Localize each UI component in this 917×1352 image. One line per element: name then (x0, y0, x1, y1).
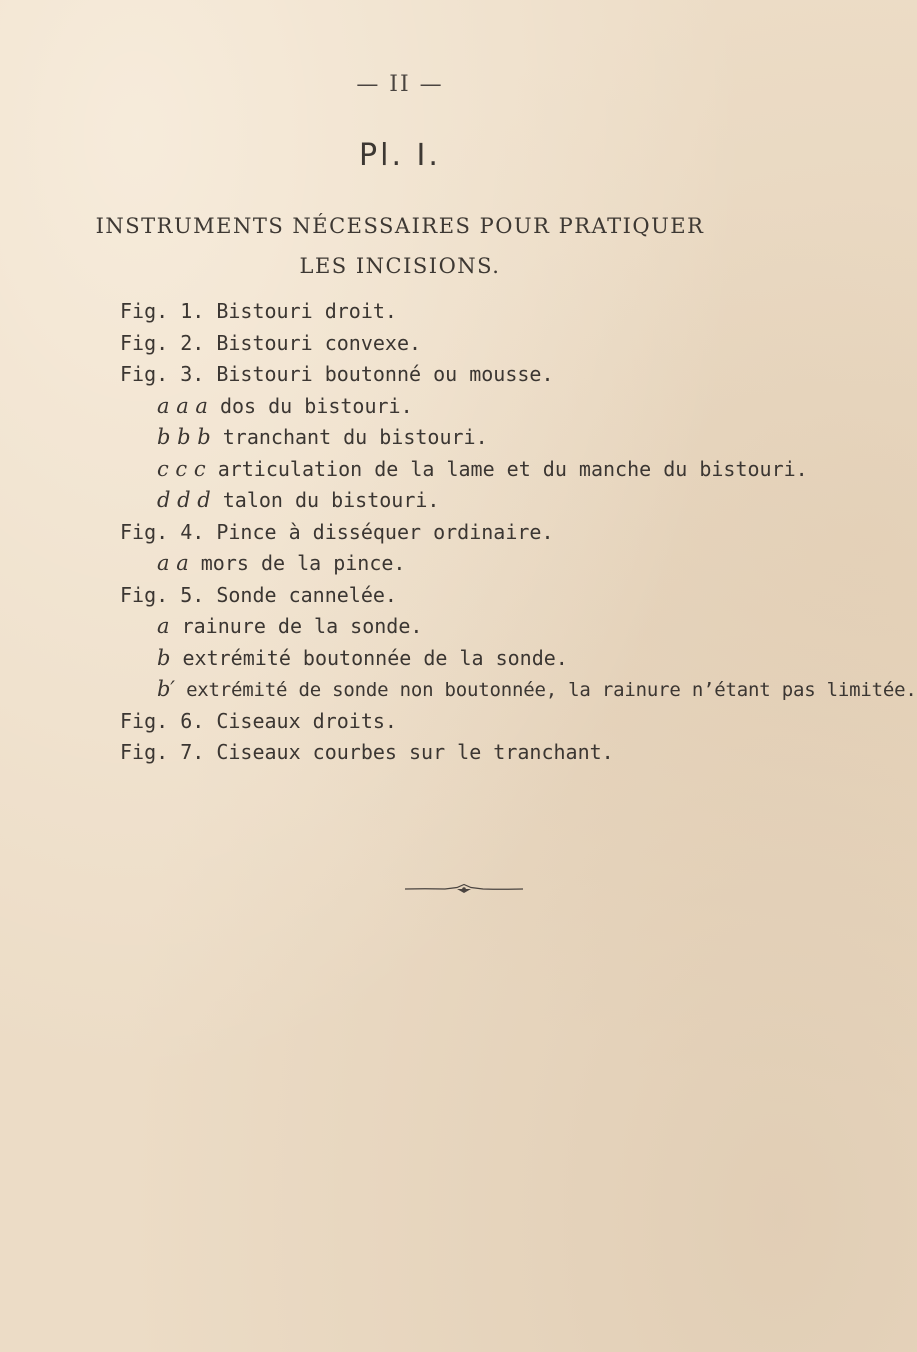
legend-prefix: Fig. 5. (120, 582, 205, 607)
legend-letters: c c c (157, 456, 206, 481)
legend-text: Ciseaux droits. (216, 708, 397, 733)
legend-item-fig-4 (120, 517, 792, 549)
legend-letters: a a (157, 551, 189, 575)
legend-prefix: Fig. 6. (120, 708, 205, 733)
legend-text: Bistouri convexe. (216, 330, 422, 355)
legend-subitem-b (120, 643, 792, 675)
legend-text: articulation de la lame et du manche du bistouri. (217, 456, 808, 481)
legend-subitem-ddd (120, 485, 792, 517)
heading-line-1: INSTRUMENTS NÉCESSAIRES POUR PRATIQUER (95, 214, 705, 238)
legend-text: Ciseaux courbes sur le tranchant. (216, 740, 614, 764)
legend-letters: b (157, 645, 171, 670)
legend-item-fig-3 (120, 359, 792, 391)
legend-letters: a (157, 614, 170, 638)
legend-text: extrémité boutonnée de la sonde. (182, 645, 568, 670)
figure-legend (120, 296, 917, 769)
legend-prefix: Fig. 1. (120, 299, 205, 323)
legend-subitem-bbb (120, 422, 792, 454)
divider-ornament-icon (405, 883, 523, 895)
legend-text: mors de la pince. (200, 551, 406, 575)
legend-item-fig-1 (120, 296, 792, 328)
legend-subitem-a (120, 611, 792, 643)
legend-text: Pince à disséquer ordinaire. (216, 519, 554, 544)
legend-text: extrémité de sonde non boutonnée, la rainure n’étant pas limitée. (186, 679, 917, 701)
legend-text: Bistouri boutonné ou mousse. (216, 362, 554, 386)
legend-prefix: Fig. 3. (120, 362, 205, 386)
legend-text: rainure de la sonde. (181, 614, 423, 638)
legend-prefix: Fig. 2. (120, 330, 205, 355)
legend-prefix: Fig. 7. (120, 740, 205, 764)
legend-prefix: Fig. 4. (120, 519, 205, 544)
legend-item-fig-5 (120, 580, 792, 612)
legend-letters: a a a (157, 393, 208, 418)
legend-letters: b b b (157, 425, 211, 449)
legend-item-fig-2 (120, 328, 792, 360)
legend-subitem-aa (120, 548, 792, 580)
plate-title: Pl. I. (359, 138, 441, 173)
heading-line-2: LES INCISIONS. (299, 254, 501, 278)
legend-letters: b′ (157, 677, 175, 701)
legend-subitem-ccc (120, 454, 808, 486)
legend-text: Sonde cannelée. (216, 582, 397, 607)
page-number: — II — (356, 72, 444, 97)
legend-subitem-aaa (120, 391, 792, 423)
legend-text: tranchant du bistouri. (222, 425, 488, 449)
legend-text: talon du bistouri. (222, 488, 440, 512)
legend-text: dos du bistouri. (219, 393, 413, 418)
legend-item-fig-6 (120, 706, 792, 738)
legend-letters: d d d (157, 488, 211, 512)
legend-item-fig-7 (120, 737, 792, 769)
legend-text: Bistouri droit. (216, 299, 397, 323)
legend-subitem-b-prime (120, 674, 917, 706)
